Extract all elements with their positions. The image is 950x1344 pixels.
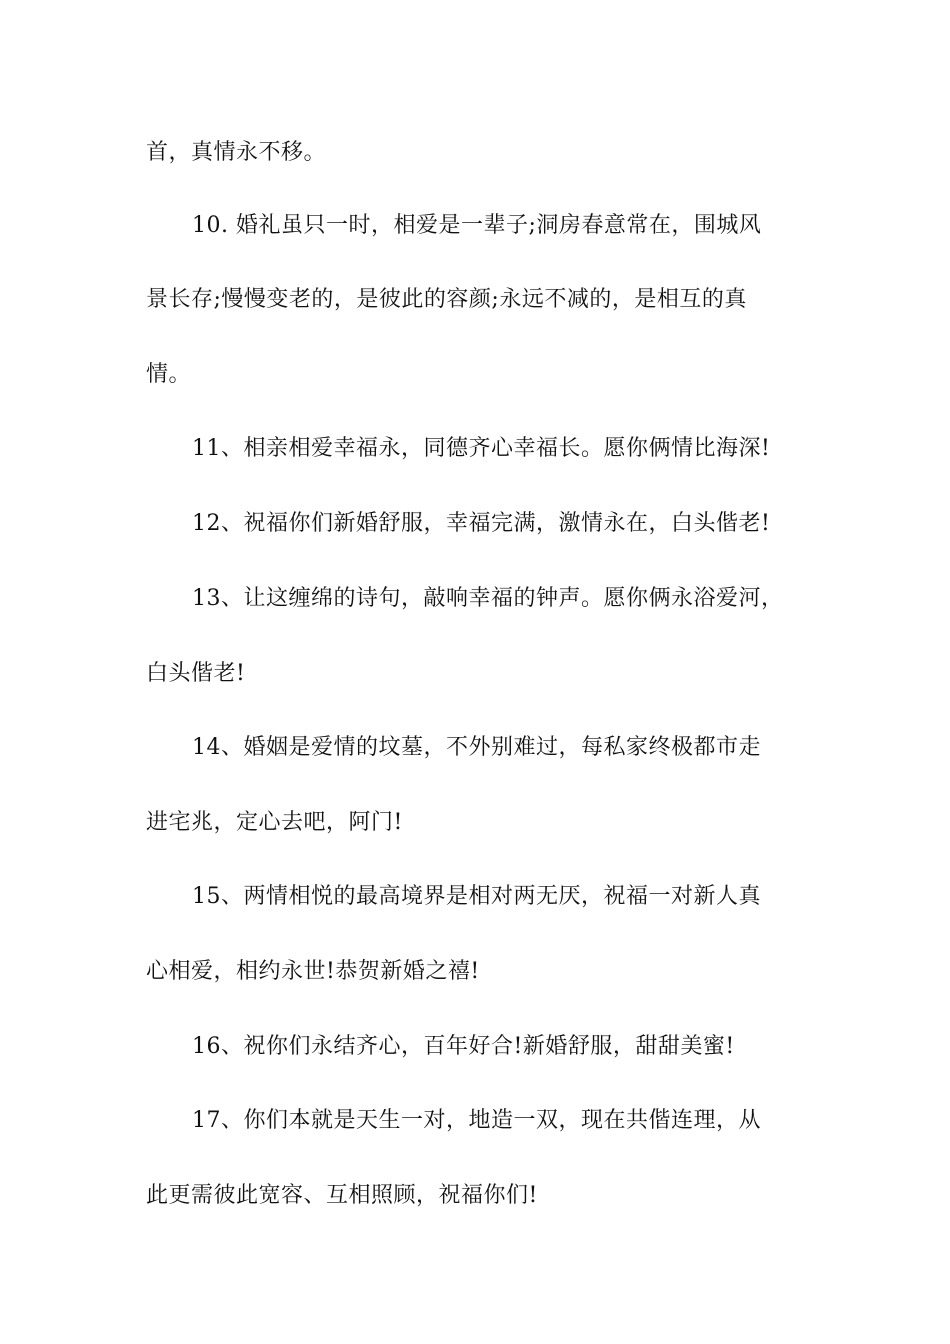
text-line: 13、让这缠绵的诗句，敲响幸福的钟声。愿你俩永浴爱河，	[192, 586, 784, 611]
text-line: 16、祝你们永结齐心，百年好合!新婚舒服，甜甜美蜜!	[192, 1034, 735, 1059]
text-line: 12、祝福你们新婚舒服，幸福完满，激情永在，白头偕老!	[192, 511, 771, 536]
text-line: 白头偕老!	[146, 661, 246, 686]
text-line: 10. 婚礼虽只一时，相爱是一辈子;洞房春意常在，围城风	[192, 213, 762, 238]
text-line: 首，真情永不移。	[146, 140, 327, 165]
text-line: 进宅兆，定心去吧，阿门!	[146, 810, 403, 835]
text-line: 此更需彼此宽容、互相照顾，祝福你们!	[146, 1183, 538, 1208]
text-line: 景长存;慢慢变老的，是彼此的容颜;永远不减的，是相互的真	[146, 287, 747, 312]
text-line: 14、婚姻是爱情的坟墓，不外别难过，每私家终极都市走	[192, 735, 761, 760]
text-line: 15、两情相悦的最高境界是相对两无厌，祝福一对新人真	[192, 884, 761, 909]
text-line: 心相爱，相约永世!恭贺新婚之禧!	[146, 959, 480, 984]
text-line: 11、相亲相爱幸福永，同德齐心幸福长。愿你俩情比海深!	[192, 436, 771, 461]
text-line: 情。	[146, 362, 192, 387]
text-line: 17、你们本就是天生一对，地造一双，现在共偕连理，从	[192, 1108, 761, 1133]
